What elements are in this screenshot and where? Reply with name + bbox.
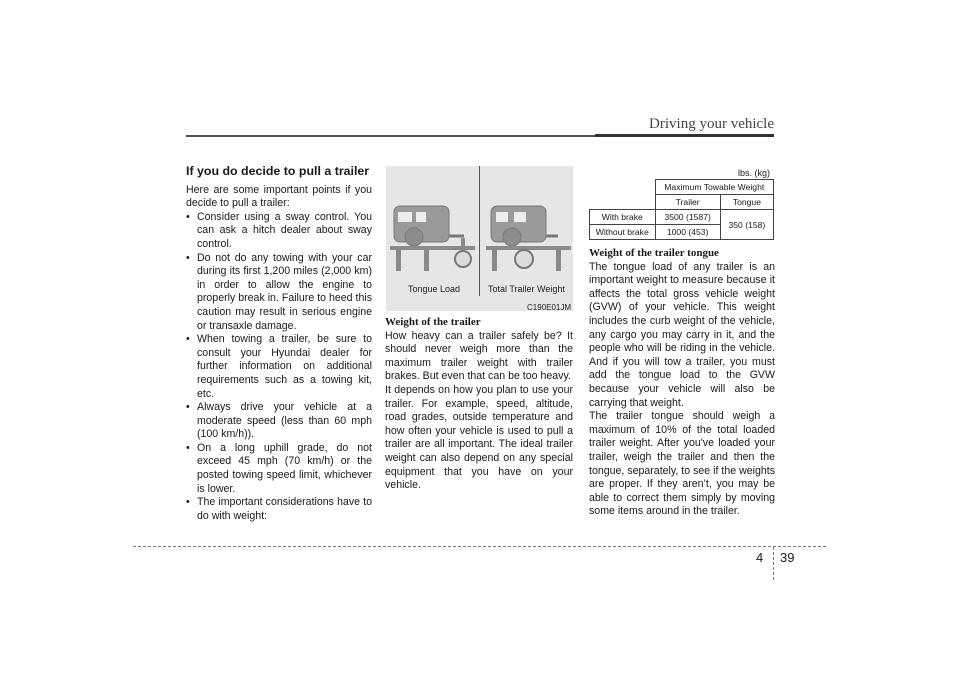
column-middle xyxy=(385,316,573,493)
bullet-item: • Always drive your vehicle at a moderate speed (less than 60 mph (100 km/h)). xyxy=(186,401,372,442)
section-title: If you do decide to pull a trailer xyxy=(186,164,370,178)
tongue-load-label: Tongue Load xyxy=(408,284,461,294)
towable-weight-table xyxy=(589,179,774,240)
bullet-item: • Do not do any towing with your car during its first 1,200 miles (2,000 km) in order to allow the engine to properly break in. Failure to heed this caution may result in serious engine or transaxle damage. xyxy=(186,252,372,334)
figure-divider xyxy=(479,166,480,296)
column-right xyxy=(589,247,775,519)
unit-note: lbs. (kg) xyxy=(737,168,770,178)
table-corner-cell xyxy=(590,180,656,210)
intro-paragraph: Here are some important points if you decide to pull a trailer: xyxy=(186,183,372,210)
page-number: 39 xyxy=(780,550,795,565)
paragraph: The trailer tongue should weigh a maximum of 10% of the total loaded trailer weight. After you've loaded your trailer, weigh the trailer and then the tongue, separately, to see if the weights are proper. If they aren’t, you may be able to correct them simply by moving some items around in the trailer. xyxy=(589,410,775,518)
trailer-value: 1000 (453) xyxy=(655,225,720,240)
paragraph: How heavy can a trailer safely be? It should never weigh more than the maximum trailer weight with trailer brakes. But even that can be too heavy. xyxy=(385,329,573,383)
bullet-item: • Consider using a sway control. You can ask a hitch dealer about sway control. xyxy=(186,211,372,252)
paragraph: It depends on how you plan to use your trailer. For example, speed, altitude, road grades, outside temperature and how often your vehicle is used to pull a trailer are all important. The ideal trailer weight can also depend on any special equipment that you have on your vehicle. xyxy=(385,383,573,492)
bullet-item: • On a long uphill grade, do not exceed 45 mph (70 km/h) or the posted towing speed limit, whichever is lower. xyxy=(186,442,372,496)
weight-of-trailer-heading: Weight of the trailer xyxy=(385,316,481,328)
footer-divider xyxy=(773,547,774,580)
total-trailer-weight-illustration xyxy=(486,206,571,271)
header-rule-accent xyxy=(595,134,774,137)
tongue-load-illustration xyxy=(390,206,475,271)
chapter-number: 4 xyxy=(756,550,764,565)
footer-rule xyxy=(133,546,826,547)
bullet-list xyxy=(186,211,372,524)
column-header-tongue: Tongue xyxy=(720,195,773,210)
section-header-title: Driving your vehicle xyxy=(649,116,774,132)
total-trailer-weight-label: Total Trailer Weight xyxy=(488,284,565,294)
row-label: Without brake xyxy=(590,225,656,240)
bullet-item: • When towing a trailer, be sure to consult your Hyundai dealer for further information on additional requirements such as a towing kit, etc. xyxy=(186,333,372,401)
bullet-item: • The important considerations have to do with weight: xyxy=(186,496,372,523)
column-header-trailer: Trailer xyxy=(655,195,720,210)
table-row xyxy=(590,210,774,225)
trailer-tongue-heading: Weight of the trailer tongue xyxy=(589,247,719,259)
row-label: With brake xyxy=(590,210,656,225)
figure-code: C190E01JM xyxy=(527,303,572,312)
column-left xyxy=(186,165,372,523)
trailer-value: 3500 (1587) xyxy=(655,210,720,225)
tongue-value: 350 (158) xyxy=(720,210,773,240)
paragraph: The tongue load of any trailer is an important weight to measure because it affects the total gross vehicle weight (GVW) of your vehicle. This weight includes the curb weight of the vehicle, any cargo you may carry in it, and the people who will be riding in the vehicle. And if you will tow a trailer, you must add the tongue load to the GVW because your vehicle will also be carrying that weight. xyxy=(589,260,775,409)
table-header: Maximum Towable Weight xyxy=(655,180,774,195)
